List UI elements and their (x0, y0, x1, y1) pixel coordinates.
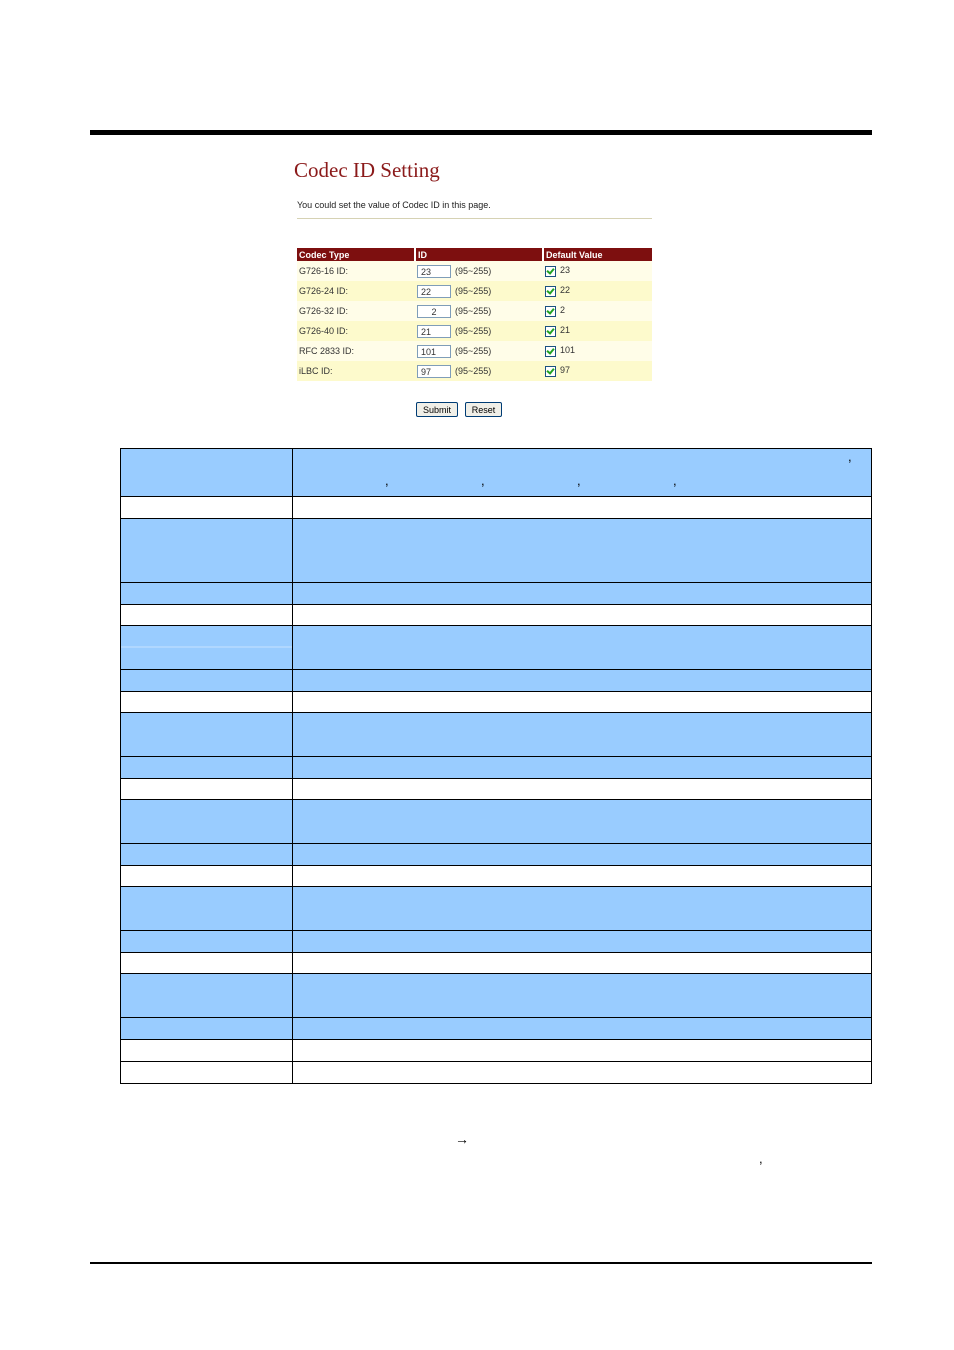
codec-type-label: G726-40 ID: (297, 321, 415, 341)
divider (297, 218, 652, 219)
range-hint: (95~255) (455, 366, 492, 376)
id-input[interactable]: 2 (417, 305, 451, 318)
arrow-right-icon: → (455, 1131, 469, 1147)
table-row (121, 974, 872, 1018)
table-row (297, 321, 652, 341)
default-checkbox[interactable] (545, 326, 556, 337)
table-row (297, 301, 652, 321)
default-value: 97 (560, 365, 571, 376)
range-hint: (95~255) (455, 326, 492, 336)
table-row (121, 757, 872, 779)
reset-button[interactable]: Reset (465, 402, 502, 417)
table-row (121, 779, 872, 800)
table-row (121, 713, 872, 757)
comma-mark: , (759, 1151, 763, 1166)
default-checkbox[interactable] (545, 346, 556, 357)
table-row (121, 1018, 872, 1040)
page-title: Codec ID Setting (294, 158, 440, 182)
header-default-value: Default Value (543, 248, 652, 261)
reference-table (120, 448, 872, 1084)
codec-type-label: G726-32 ID: (297, 301, 415, 321)
table-row (121, 1062, 872, 1084)
page-description: You could set the value of Codec ID in this page. (297, 200, 491, 210)
default-value: 23 (560, 265, 571, 276)
table-row (121, 626, 872, 670)
header-id: ID (415, 248, 543, 261)
table-row (121, 931, 872, 953)
codec-type-label: RFC 2833 ID: (297, 341, 415, 361)
table-row (121, 1040, 872, 1062)
comma-mark: , (673, 473, 677, 488)
table-row (297, 261, 652, 281)
codec-type-label: G726-24 ID: (297, 281, 415, 301)
comma-mark: , (385, 473, 389, 488)
range-hint: (95~255) (455, 306, 492, 316)
default-value: 2 (560, 305, 566, 316)
table-row (121, 844, 872, 866)
table-row (121, 692, 872, 713)
codec-id-table (297, 248, 652, 381)
table-row (297, 361, 652, 381)
comma-mark: , (577, 473, 581, 488)
id-input[interactable]: 97 (417, 365, 451, 378)
table-row (121, 887, 872, 931)
id-input[interactable]: 23 (417, 265, 451, 278)
id-input[interactable]: 22 (417, 285, 451, 298)
id-input[interactable]: 101 (417, 345, 451, 358)
id-input[interactable]: 21 (417, 325, 451, 338)
range-hint: (95~255) (455, 266, 492, 276)
table-row (121, 449, 872, 497)
top-rule (90, 130, 872, 135)
table-row (297, 341, 652, 361)
bottom-rule (90, 1262, 872, 1264)
table-row (121, 605, 872, 626)
default-checkbox[interactable] (545, 266, 556, 277)
table-row (121, 670, 872, 692)
header-codec-type: Codec Type (297, 248, 415, 261)
table-row (121, 583, 872, 605)
table-row (297, 281, 652, 301)
table-row (121, 800, 872, 844)
default-checkbox[interactable] (545, 366, 556, 377)
table-row (121, 866, 872, 887)
table-row (121, 497, 872, 519)
range-hint: (95~255) (455, 286, 492, 296)
range-hint: (95~255) (455, 346, 492, 356)
comma-mark: , (481, 473, 485, 488)
default-value: 22 (560, 285, 571, 296)
codec-type-label: iLBC ID: (297, 361, 415, 381)
table-row (121, 519, 872, 583)
table-row (121, 953, 872, 974)
submit-button[interactable]: Submit (416, 402, 458, 417)
default-value: 101 (560, 345, 576, 356)
comma-mark: , (848, 449, 852, 464)
default-checkbox[interactable] (545, 286, 556, 297)
default-checkbox[interactable] (545, 306, 556, 317)
codec-type-label: G726-16 ID: (297, 261, 415, 281)
default-value: 21 (560, 325, 571, 336)
